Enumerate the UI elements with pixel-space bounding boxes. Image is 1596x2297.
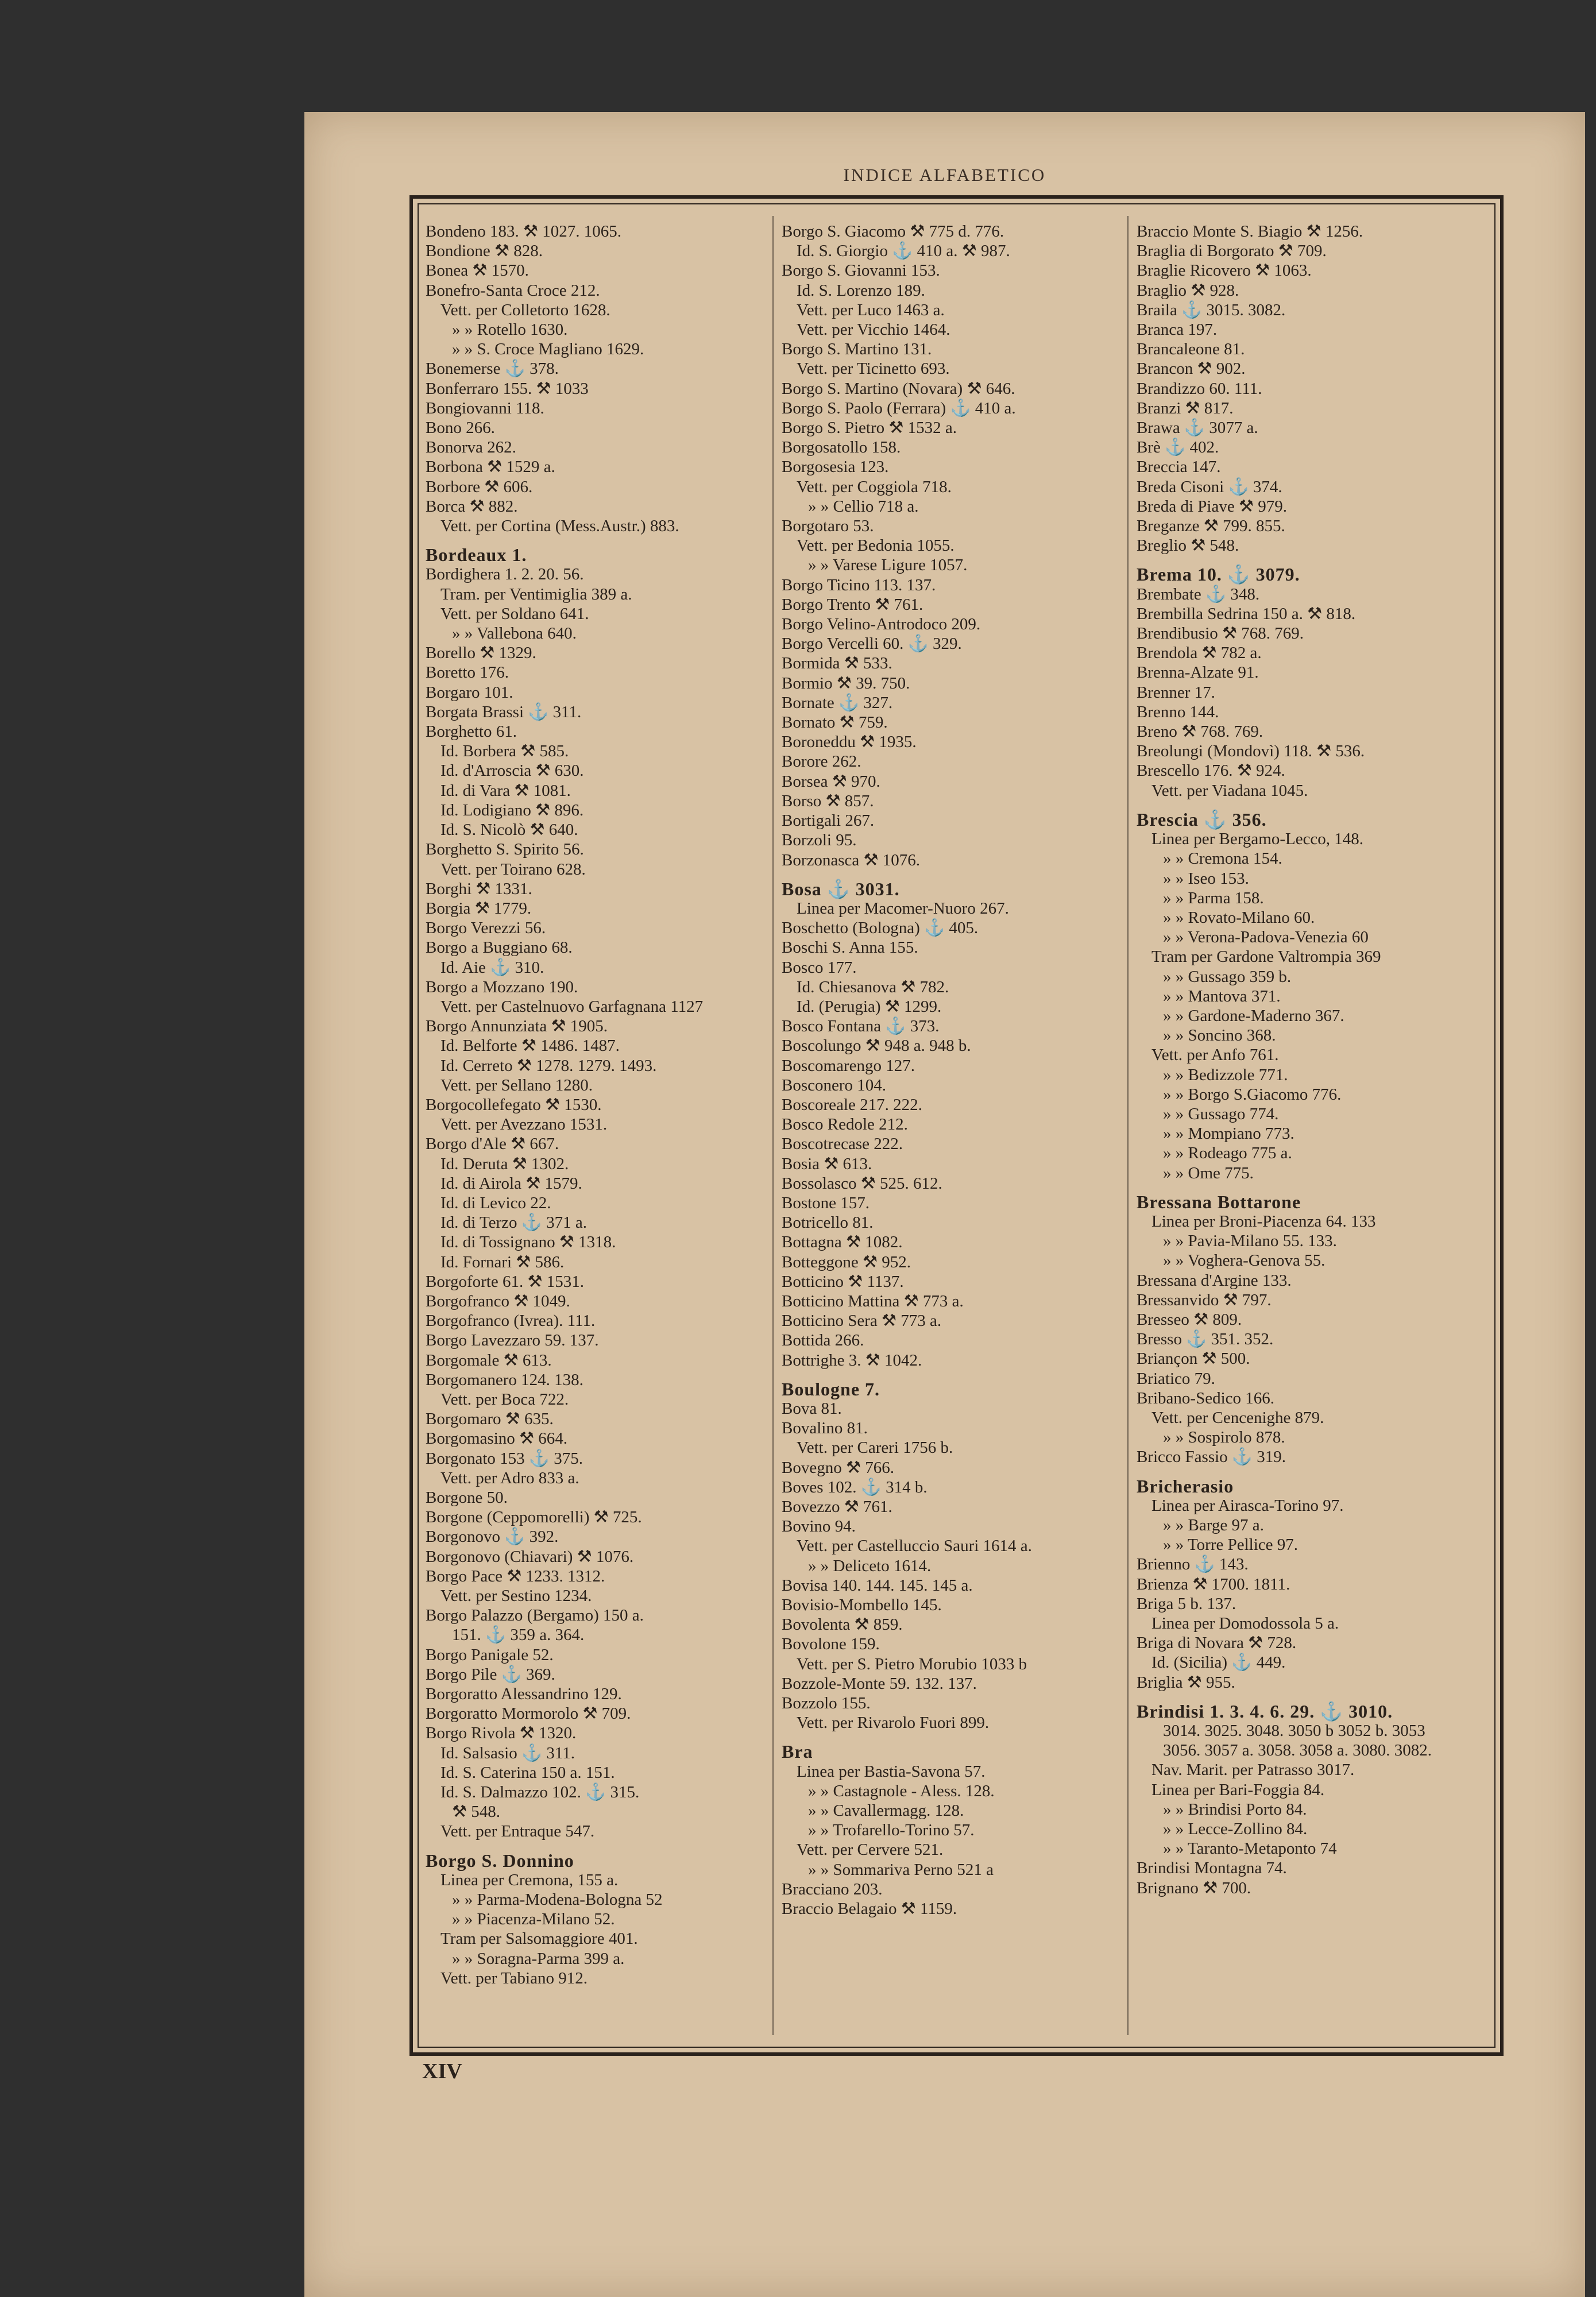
index-entry: Id. Lodigiano ⚒ 896. bbox=[440, 801, 584, 819]
index-entry: Borgomasino ⚒ 664. bbox=[426, 1429, 567, 1448]
index-entry: » » Sommariva Perno 521 a bbox=[808, 1860, 994, 1879]
index-entry: Brema 10. ⚓ 3079. bbox=[1137, 564, 1300, 585]
index-entry: » » Rovato-Milano 60. bbox=[1163, 908, 1315, 927]
index-entry: » » Sospirolo 878. bbox=[1163, 1428, 1285, 1447]
index-entry: Borgo S. Giovanni 153. bbox=[782, 261, 940, 280]
index-entry: Brembate ⚓ 348. bbox=[1137, 585, 1260, 604]
index-entry: » » Taranto-Metaponto 74 bbox=[1163, 1839, 1337, 1858]
index-entry: Brenna-Alzate 91. bbox=[1137, 663, 1259, 682]
index-entry: Bricherasio bbox=[1137, 1475, 1234, 1496]
index-entry: Borgo Palazzo (Bergamo) 150 a. bbox=[426, 1606, 644, 1625]
index-entry: Borgo Verezzi 56. bbox=[426, 919, 546, 938]
index-entry: Botticino Sera ⚒ 773 a. bbox=[782, 1312, 942, 1331]
index-entry: Breno ⚒ 768. 769. bbox=[1137, 722, 1263, 741]
index-entry: » » Lecce-Zollino 84. bbox=[1163, 1820, 1308, 1839]
index-entry: Bovegno ⚒ 766. bbox=[782, 1458, 894, 1477]
index-entry: Borgonato 153 ⚓ 375. bbox=[426, 1449, 583, 1468]
index-entry: » » Varese Ligure 1057. bbox=[808, 556, 968, 575]
index-entry: Borgone 50. bbox=[426, 1488, 508, 1507]
index-entry: Bovolone 159. bbox=[782, 1635, 880, 1654]
index-entry: Borbona ⚒ 1529 a. bbox=[426, 458, 555, 477]
index-entry: » » Ome 775. bbox=[1163, 1163, 1254, 1182]
index-entry: Id. di Vara ⚒ 1081. bbox=[440, 781, 571, 800]
index-entry: Id. Borbera ⚒ 585. bbox=[440, 742, 569, 761]
index-entry: Bormida ⚒ 533. bbox=[782, 654, 892, 673]
index-entry: Botteggone ⚒ 952. bbox=[782, 1252, 911, 1271]
index-entry: » » Vallebona 640. bbox=[452, 624, 577, 643]
index-entry: Tram per Salsomaggiore 401. bbox=[440, 1929, 638, 1948]
index-entry: Tram. per Ventimiglia 389 a. bbox=[440, 585, 632, 604]
index-entry: Brienza ⚒ 1700. 1811. bbox=[1137, 1575, 1290, 1594]
index-entry: » » Voghera-Genova 55. bbox=[1163, 1251, 1326, 1270]
index-entry: Borsea ⚒ 970. bbox=[782, 772, 880, 791]
page-header: INDICE ALFABETICO bbox=[843, 165, 1046, 185]
index-entry: Borgosatollo 158. bbox=[782, 438, 901, 457]
index-entry: Bonorva 262. bbox=[426, 438, 516, 457]
index-entry: Id. Belforte ⚒ 1486. 1487. bbox=[440, 1037, 620, 1055]
index-entry: Botricello 81. bbox=[782, 1213, 874, 1232]
index-entry: » » Brindisi Porto 84. bbox=[1163, 1800, 1307, 1819]
index-entry: Id. d'Arroscia ⚒ 630. bbox=[440, 761, 584, 780]
index-entry: Tram per Gardone Valtrompia 369 bbox=[1151, 948, 1381, 966]
index-entry: Vett. per Ticinetto 693. bbox=[797, 359, 950, 378]
index-entry: » » Piacenza-Milano 52. bbox=[452, 1910, 615, 1929]
index-entry: Bottagna ⚒ 1082. bbox=[782, 1233, 903, 1252]
index-entry: Borgo Pace ⚒ 1233. 1312. bbox=[426, 1567, 605, 1586]
index-entry: Borgo d'Ale ⚒ 667. bbox=[426, 1135, 559, 1154]
index-entry: Vett. per Luco 1463 a. bbox=[797, 300, 945, 319]
index-entry: Vett. per Sellano 1280. bbox=[440, 1076, 593, 1095]
index-entry: Bordeaux 1. bbox=[426, 544, 527, 566]
index-entry: Borgo Pile ⚓ 369. bbox=[426, 1665, 555, 1684]
index-entry: Borgo S. Paolo (Ferrara) ⚓ 410 a. bbox=[782, 399, 1016, 417]
index-entry: Borgofranco (Ivrea). 111. bbox=[426, 1312, 596, 1331]
index-entry: Bovino 94. bbox=[782, 1517, 856, 1536]
index-entry: Boscomarengo 127. bbox=[782, 1056, 915, 1075]
index-entry: Vett. per Anfo 761. bbox=[1151, 1046, 1279, 1065]
index-entry: » » Verona-Padova-Venezia 60 bbox=[1163, 928, 1369, 947]
index-entry: Borghetto 61. bbox=[426, 722, 517, 741]
index-entry: Id. S. Nicolò ⚒ 640. bbox=[440, 821, 578, 840]
index-entry: Bova 81. bbox=[782, 1399, 842, 1418]
index-entry: Brè ⚓ 402. bbox=[1137, 438, 1219, 457]
index-entry: Borgo a Mozzano 190. bbox=[426, 977, 578, 996]
index-entry: Breccia 147. bbox=[1137, 458, 1221, 477]
index-entry: 3014. 3025. 3048. 3050 b 3052 b. 3053 bbox=[1163, 1722, 1425, 1741]
index-entry: Braglia di Borgorato ⚒ 709. bbox=[1137, 242, 1327, 261]
index-entry: Boschetto (Bologna) ⚓ 405. bbox=[782, 919, 979, 938]
index-entry: Boscoreale 217. 222. bbox=[782, 1095, 922, 1114]
index-entry: Borgo Panigale 52. bbox=[426, 1645, 554, 1664]
index-entry: Vett. per Boca 722. bbox=[440, 1390, 569, 1409]
index-entry: Bossolasco ⚒ 525. 612. bbox=[782, 1174, 942, 1193]
index-entry: Vett. per Viadana 1045. bbox=[1151, 781, 1308, 800]
index-entry: ⚒ 548. bbox=[452, 1803, 500, 1822]
index-entry: Vett. per Toirano 628. bbox=[440, 860, 586, 879]
index-entry: Bordighera 1. 2. 20. 56. bbox=[426, 565, 584, 584]
index-entry: » » Iseo 153. bbox=[1163, 869, 1249, 888]
index-column-3 bbox=[1137, 222, 1475, 2031]
index-entry: » » Gussago 359 b. bbox=[1163, 967, 1292, 986]
index-entry: Bressana d'Argine 133. bbox=[1137, 1271, 1292, 1290]
index-entry: Borbore ⚒ 606. bbox=[426, 477, 533, 496]
index-entry: Bresso ⚓ 351. 352. bbox=[1137, 1330, 1274, 1349]
index-entry: Brenno 144. bbox=[1137, 702, 1219, 721]
index-entry: Bovolenta ⚒ 859. bbox=[782, 1615, 903, 1634]
index-entry: Bra bbox=[782, 1741, 813, 1762]
index-entry: Breolungi (Mondovì) 118. ⚒ 536. bbox=[1137, 742, 1365, 761]
index-entry: Id. di Terzo ⚓ 371 a. bbox=[440, 1213, 588, 1232]
index-entry: Borgaro 101. bbox=[426, 683, 513, 702]
index-entry: Bozzole-Monte 59. 132. 137. bbox=[782, 1674, 977, 1693]
index-entry: Brawa ⚓ 3077 a. bbox=[1137, 419, 1258, 438]
index-entry: Vett. per Tabiano 912. bbox=[440, 1969, 588, 1987]
index-entry: Bonefro-Santa Croce 212. bbox=[426, 281, 600, 300]
index-entry: 151. ⚓ 359 a. 364. bbox=[452, 1626, 585, 1645]
index-entry: Botticino Mattina ⚒ 773 a. bbox=[782, 1291, 964, 1310]
index-entry: Vett. per Castelnuovo Garfagnana 1127 bbox=[440, 997, 704, 1016]
index-entry: Bovalino 81. bbox=[782, 1419, 868, 1438]
index-entry: Borgocollefegato ⚒ 1530. bbox=[426, 1095, 602, 1114]
index-entry: Braglie Ricovero ⚒ 1063. bbox=[1137, 261, 1312, 280]
index-entry: Vett. per Vicchio 1464. bbox=[797, 320, 950, 339]
page-number: XIV bbox=[422, 2059, 462, 2083]
index-entry: Vett. per Careri 1756 b. bbox=[797, 1438, 953, 1457]
index-entry: Bribano-Sedico 166. bbox=[1137, 1389, 1275, 1407]
index-entry: » » S. Croce Magliano 1629. bbox=[452, 340, 644, 359]
index-entry: Bortigali 267. bbox=[782, 811, 875, 830]
index-entry: Id. Fornari ⚒ 586. bbox=[440, 1252, 565, 1271]
index-entry: Bovezzo ⚒ 761. bbox=[782, 1498, 892, 1516]
index-entry: Bressanvido ⚒ 797. bbox=[1137, 1290, 1272, 1309]
index-column-1 bbox=[426, 222, 764, 2031]
index-entry: Borgo Lavezzaro 59. 137. bbox=[426, 1331, 599, 1350]
index-entry: Bovisio-Mombello 145. bbox=[782, 1596, 942, 1615]
index-entry: Borgo Vercelli 60. ⚓ 329. bbox=[782, 635, 962, 653]
index-entry: Bottida 266. bbox=[782, 1331, 864, 1350]
column-divider bbox=[772, 216, 774, 2035]
index-entry: Borgo Velino-Antrodoco 209. bbox=[782, 615, 981, 634]
index-frame bbox=[409, 195, 1504, 2056]
index-entry: » » Trofarello-Torino 57. bbox=[808, 1821, 975, 1840]
index-entry: Bresseo ⚒ 809. bbox=[1137, 1310, 1242, 1329]
index-entry: Id. Cerreto ⚒ 1278. 1279. 1493. bbox=[440, 1056, 657, 1075]
index-entry: Nav. Marit. per Patrasso 3017. bbox=[1151, 1761, 1355, 1780]
index-entry: » » Parma 158. bbox=[1163, 888, 1264, 907]
index-entry: Braccio Belagaio ⚒ 1159. bbox=[782, 1900, 957, 1919]
index-entry: » » Gardone-Maderno 367. bbox=[1163, 1006, 1344, 1025]
index-entry: » » Soncino 368. bbox=[1163, 1026, 1276, 1045]
index-entry: Breglio ⚒ 548. bbox=[1137, 536, 1239, 555]
index-entry: Braglio ⚒ 928. bbox=[1137, 281, 1239, 300]
index-entry: Bosco Fontana ⚓ 373. bbox=[782, 1017, 940, 1036]
index-entry: Vett. per Sestino 1234. bbox=[440, 1587, 592, 1606]
index-entry: Borghi ⚒ 1331. bbox=[426, 879, 532, 898]
index-entry: Id. (Perugia) ⚒ 1299. bbox=[797, 997, 942, 1016]
index-entry: Braila ⚓ 3015. 3082. bbox=[1137, 300, 1286, 319]
index-entry: Brandizzo 60. 111. bbox=[1137, 379, 1262, 398]
index-entry: Borgo Trento ⚒ 761. bbox=[782, 595, 923, 614]
index-entry: Bostone 157. bbox=[782, 1193, 870, 1212]
index-entry: Id. Chiesanova ⚒ 782. bbox=[797, 977, 949, 996]
column-divider bbox=[1127, 216, 1129, 2035]
index-entry: » » Soragna-Parma 399 a. bbox=[452, 1949, 625, 1968]
index-entry: Brendibusio ⚒ 768. 769. bbox=[1137, 624, 1304, 643]
index-entry: Boschi S. Anna 155. bbox=[782, 938, 918, 957]
index-entry: Boves 102. ⚓ 314 b. bbox=[782, 1478, 928, 1496]
index-entry: Bornato ⚒ 759. bbox=[782, 713, 888, 732]
index-entry: Boscotrecase 222. bbox=[782, 1135, 903, 1154]
index-entry: Borgonovo (Chiavari) ⚒ 1076. bbox=[426, 1547, 634, 1566]
index-entry: Bosconero 104. bbox=[782, 1076, 887, 1095]
index-entry: Branzi ⚒ 817. bbox=[1137, 399, 1234, 417]
index-entry: Borgosesia 123. bbox=[782, 458, 889, 477]
index-entry: Brescello 176. ⚒ 924. bbox=[1137, 761, 1285, 780]
index-entry: Bondeno 183. ⚒ 1027. 1065. bbox=[426, 222, 621, 241]
index-entry: Vett. per Cencenighe 879. bbox=[1151, 1408, 1324, 1427]
index-entry: Bosco Redole 212. bbox=[782, 1115, 908, 1134]
index-entry: Vett. per Soldano 641. bbox=[440, 604, 589, 623]
index-entry: Id. (Sicilia) ⚓ 449. bbox=[1151, 1653, 1286, 1672]
index-entry: » » Rodeago 775 a. bbox=[1163, 1144, 1292, 1163]
index-entry: Id. di Airola ⚒ 1579. bbox=[440, 1174, 582, 1193]
index-entry: » » Torre Pellice 97. bbox=[1163, 1536, 1299, 1554]
index-entry: Id. Salsasio ⚓ 311. bbox=[440, 1743, 575, 1762]
index-entry: Vett. per Cortina (Mess.Austr.) 883. bbox=[440, 517, 679, 536]
index-entry: Bormio ⚒ 39. 750. bbox=[782, 674, 910, 693]
index-entry: » » Cellio 718 a. bbox=[808, 497, 919, 516]
index-entry: Briglia ⚒ 955. bbox=[1137, 1673, 1235, 1692]
index-entry: Borgo S. Donnino bbox=[426, 1850, 574, 1871]
index-entry: Boscolungo ⚒ 948 a. 948 b. bbox=[782, 1037, 971, 1055]
index-entry: Bonemerse ⚓ 378. bbox=[426, 359, 559, 378]
index-entry: Vett. per Colletorto 1628. bbox=[440, 300, 610, 319]
index-entry: Bovisa 140. 144. 145. 145 a. bbox=[782, 1576, 973, 1595]
index-entry: Id. di Levico 22. bbox=[440, 1193, 551, 1212]
index-entry: Bosia ⚒ 613. bbox=[782, 1154, 872, 1173]
index-entry: Brienno ⚓ 143. bbox=[1137, 1555, 1249, 1574]
index-entry: Linea per Bari-Foggia 84. bbox=[1151, 1780, 1325, 1799]
index-entry: Borgo a Buggiano 68. bbox=[426, 938, 573, 957]
index-entry: Borgofranco ⚒ 1049. bbox=[426, 1291, 570, 1310]
index-entry: Id. Deruta ⚒ 1302. bbox=[440, 1154, 569, 1173]
index-entry: Vett. per Entraque 547. bbox=[440, 1822, 595, 1841]
index-entry: Borca ⚒ 882. bbox=[426, 497, 518, 516]
index-entry: Vett. per Castelluccio Sauri 1614 a. bbox=[797, 1537, 1032, 1556]
index-entry: Brembilla Sedrina 150 a. ⚒ 818. bbox=[1137, 604, 1356, 623]
index-entry: Borgata Brassi ⚓ 311. bbox=[426, 702, 582, 721]
index-entry: Vett. per Cervere 521. bbox=[797, 1840, 944, 1859]
index-entry: Borgotaro 53. bbox=[782, 517, 874, 536]
index-entry: Boroneddu ⚒ 1935. bbox=[782, 733, 917, 752]
index-entry: Borgoratto Alessandrino 129. bbox=[426, 1685, 622, 1704]
index-entry: » » Gussago 774. bbox=[1163, 1104, 1279, 1123]
index-entry: Briga di Novara ⚒ 728. bbox=[1137, 1634, 1297, 1653]
index-entry: Linea per Bergamo-Lecco, 148. bbox=[1151, 830, 1364, 849]
index-entry: Linea per Cremona, 155 a. bbox=[440, 1870, 619, 1889]
index-entry: Bressana Bottarone bbox=[1137, 1191, 1301, 1212]
index-entry: Bozzolo 155. bbox=[782, 1694, 871, 1713]
index-entry: Bongiovanni 118. bbox=[426, 399, 544, 417]
index-entry: Borgo S. Pietro ⚒ 1532 a. bbox=[782, 419, 957, 438]
index-entry: Boulogne 7. bbox=[782, 1378, 880, 1399]
index-entry: Bricco Fassio ⚓ 319. bbox=[1137, 1448, 1286, 1467]
index-entry: Boretto 176. bbox=[426, 663, 509, 682]
index-entry: Borore 262. bbox=[782, 752, 861, 771]
index-entry: Bracciano 203. bbox=[782, 1880, 883, 1898]
index-entry: Borgomaro ⚒ 635. bbox=[426, 1410, 554, 1429]
index-entry: Vett. per S. Pietro Morubio 1033 b bbox=[797, 1654, 1027, 1673]
index-entry: Vett. per Coggiola 718. bbox=[797, 477, 952, 496]
index-entry: » » Mompiano 773. bbox=[1163, 1124, 1294, 1143]
index-entry: Borzoli 95. bbox=[782, 831, 857, 850]
index-entry: Bonferraro 155. ⚒ 1033 bbox=[426, 379, 589, 398]
index-entry: » » Castagnole - Aless. 128. bbox=[808, 1781, 995, 1800]
index-entry: Linea per Domodossola 5 a. bbox=[1151, 1614, 1339, 1633]
index-entry: Vett. per Bedonia 1055. bbox=[797, 536, 954, 555]
index-entry: » » Bedizzole 771. bbox=[1163, 1065, 1288, 1084]
index-entry: Borgo Annunziata ⚒ 1905. bbox=[426, 1017, 608, 1036]
index-entry: Borgonovo ⚓ 392. bbox=[426, 1528, 559, 1546]
index-entry: Branca 197. bbox=[1137, 320, 1218, 339]
book-page bbox=[304, 112, 1585, 2297]
index-entry: » » Borgo S.Giacomo 776. bbox=[1163, 1085, 1342, 1104]
index-entry: Id. S. Caterina 150 a. 151. bbox=[440, 1763, 615, 1782]
index-entry: Brenner 17. bbox=[1137, 683, 1215, 702]
index-entry: Borgia ⚒ 1779. bbox=[426, 899, 532, 918]
index-entry: Id. S. Dalmazzo 102. ⚓ 315. bbox=[440, 1783, 640, 1802]
index-entry: Borgoforte 61. ⚒ 1531. bbox=[426, 1272, 584, 1291]
index-entry: Briatico 79. bbox=[1137, 1369, 1215, 1388]
index-entry: Brancon ⚒ 902. bbox=[1137, 359, 1246, 378]
index-entry: 3056. 3057 a. 3058. 3058 a. 3080. 3082. bbox=[1163, 1741, 1432, 1760]
index-entry: Bosco 177. bbox=[782, 958, 857, 977]
index-entry: » » Rotello 1630. bbox=[452, 320, 568, 339]
index-entry: Briga 5 b. 137. bbox=[1137, 1594, 1236, 1613]
index-entry: Bosa ⚓ 3031. bbox=[782, 878, 900, 899]
index-entry: Borgo S. Martino 131. bbox=[782, 340, 932, 359]
index-entry: Bornate ⚓ 327. bbox=[782, 693, 893, 712]
index-entry: Borgoratto Mormorolo ⚒ 709. bbox=[426, 1704, 631, 1723]
index-entry: Borgo S. Martino (Novara) ⚒ 646. bbox=[782, 379, 1015, 398]
index-entry: » » Cremona 154. bbox=[1163, 849, 1282, 868]
index-entry: » » Parma-Modena-Bologna 52 bbox=[452, 1890, 663, 1909]
index-entry: Linea per Airasca-Torino 97. bbox=[1151, 1496, 1344, 1515]
index-entry: Borgomale ⚒ 613. bbox=[426, 1351, 552, 1370]
index-entry: Borgone (Ceppomorelli) ⚒ 725. bbox=[426, 1508, 642, 1527]
index-entry: Id. S. Lorenzo 189. bbox=[797, 281, 925, 300]
index-entry: Brindisi 1. 3. 4. 6. 29. ⚓ 3010. bbox=[1137, 1700, 1393, 1722]
index-entry: Brignano ⚒ 700. bbox=[1137, 1878, 1251, 1897]
index-entry: Borgo Rivola ⚒ 1320. bbox=[426, 1724, 577, 1743]
index-entry: Vett. per Rivarolo Fuori 899. bbox=[797, 1714, 990, 1733]
index-entry: Linea per Bastia-Savona 57. bbox=[797, 1762, 986, 1781]
index-entry: » » Mantova 371. bbox=[1163, 987, 1281, 1006]
index-entry: Borgomanero 124. 138. bbox=[426, 1370, 583, 1389]
index-entry: Id. S. Giorgio ⚓ 410 a. ⚒ 987. bbox=[797, 242, 1010, 261]
index-entry: Borello ⚒ 1329. bbox=[426, 644, 536, 663]
index-entry: Bondione ⚒ 828. bbox=[426, 242, 543, 261]
index-entry: Linea per Broni-Piacenza 64. 133 bbox=[1151, 1212, 1376, 1231]
index-entry: Brescia ⚓ 356. bbox=[1137, 809, 1267, 830]
index-entry: Borghetto S. Spirito 56. bbox=[426, 840, 584, 859]
index-entry: Borzonasca ⚒ 1076. bbox=[782, 850, 921, 869]
index-column-2 bbox=[782, 222, 1120, 2031]
index-entry: Breda Cisoni ⚓ 374. bbox=[1137, 477, 1282, 496]
index-entry: Briançon ⚒ 500. bbox=[1137, 1349, 1250, 1368]
index-entry: Breganze ⚒ 799. 855. bbox=[1137, 517, 1285, 536]
index-entry: Id. Aie ⚓ 310. bbox=[440, 958, 544, 977]
index-entry: » » Pavia-Milano 55. 133. bbox=[1163, 1232, 1337, 1251]
index-entry: Brancaleone 81. bbox=[1137, 340, 1245, 359]
index-entry: Brindisi Montagna 74. bbox=[1137, 1859, 1287, 1878]
index-entry: Bottrighe 3. ⚒ 1042. bbox=[782, 1351, 922, 1370]
index-entry: Bono 266. bbox=[426, 419, 495, 438]
index-entry: » » Barge 97 a. bbox=[1163, 1516, 1264, 1534]
index-entry: Vett. per Adro 833 a. bbox=[440, 1468, 579, 1487]
index-entry: Vett. per Avezzano 1531. bbox=[440, 1115, 608, 1134]
index-entry: Borgo S. Giacomo ⚒ 775 d. 776. bbox=[782, 222, 1004, 241]
index-entry: Linea per Macomer-Nuoro 267. bbox=[797, 899, 1009, 918]
index-entry: Bonea ⚒ 1570. bbox=[426, 261, 529, 280]
index-entry: » » Cavallermagg. 128. bbox=[808, 1801, 964, 1820]
index-entry: Borso ⚒ 857. bbox=[782, 791, 874, 810]
index-entry: Brendola ⚒ 782 a. bbox=[1137, 644, 1262, 663]
index-entry: Borgo Ticino 113. 137. bbox=[782, 575, 936, 594]
index-entry: » » Deliceto 1614. bbox=[808, 1556, 932, 1575]
index-entry: Botticino ⚒ 1137. bbox=[782, 1272, 904, 1291]
index-entry: Braccio Monte S. Biagio ⚒ 1256. bbox=[1137, 222, 1363, 241]
index-entry: Breda di Piave ⚒ 979. bbox=[1137, 497, 1287, 516]
index-entry: Id. di Tossignano ⚒ 1318. bbox=[440, 1233, 616, 1252]
